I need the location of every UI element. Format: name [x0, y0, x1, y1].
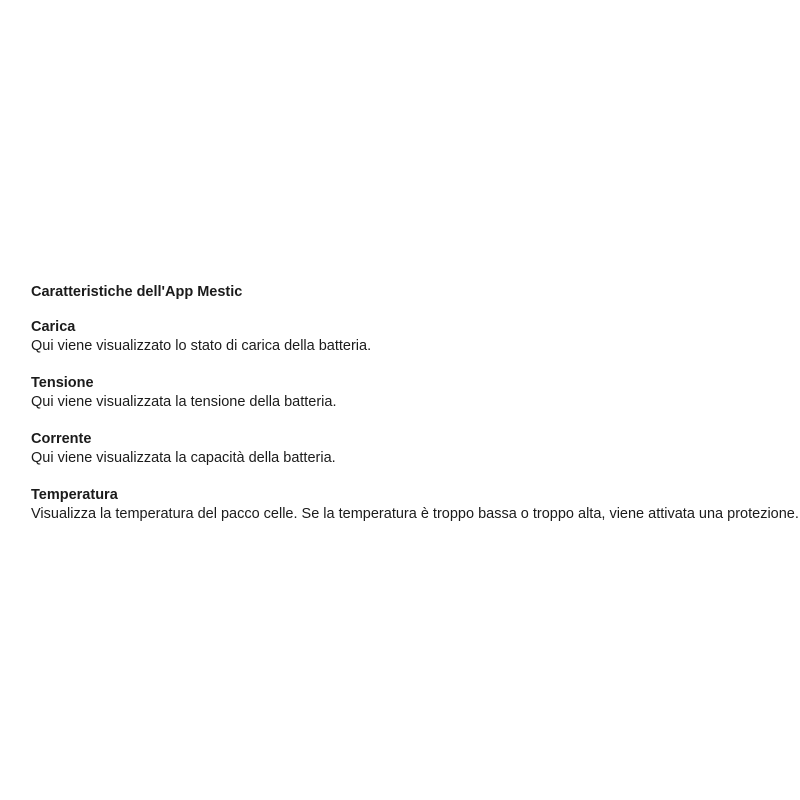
section-heading: Temperatura: [31, 487, 118, 503]
section-heading: Tensione: [31, 375, 94, 391]
section-description: Qui viene visualizzata la tensione della batteria.: [31, 394, 337, 410]
section-tensione: [31, 374, 770, 412]
section-description: Qui viene visualizzato lo stato di carica della batteria.: [31, 338, 372, 354]
section-corrente: [31, 430, 770, 468]
section-carica: [31, 318, 770, 356]
page-title: Caratteristiche dell'App Mestic: [31, 284, 243, 300]
section-temperatura: [31, 486, 799, 524]
section-heading: Carica: [31, 319, 76, 335]
section-description: Qui viene visualizzata la capacità della batteria.: [31, 450, 336, 466]
section-description: Visualizza la temperatura del pacco celle. Se la temperatura è troppo bassa o troppo alta, viene attivata una protezione.: [31, 506, 799, 522]
section-heading: Corrente: [31, 431, 92, 447]
